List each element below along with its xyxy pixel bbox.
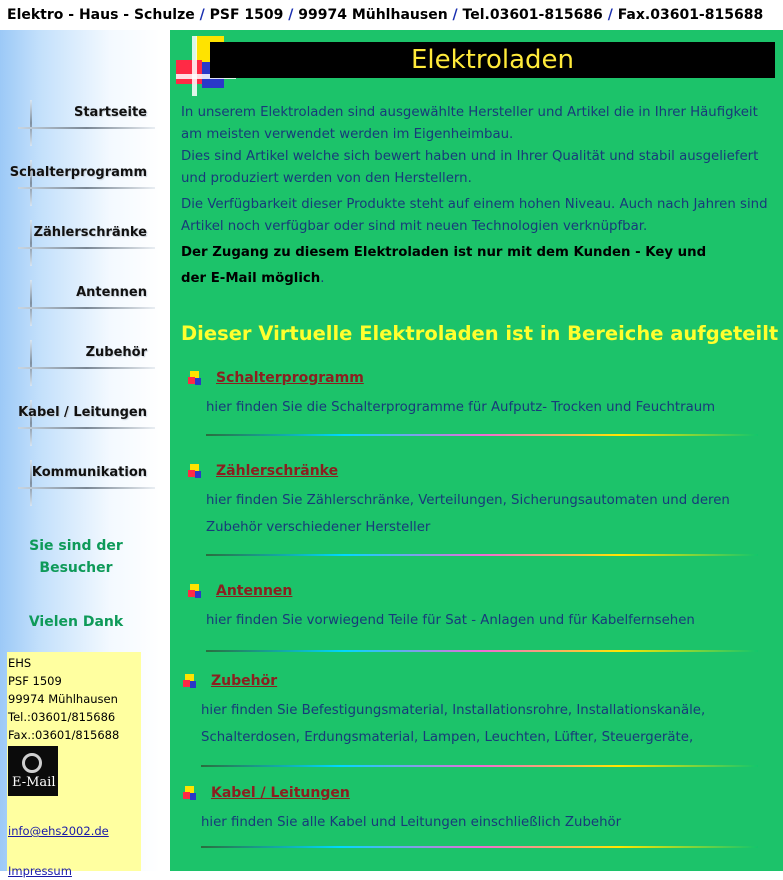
bullet-icon [188, 371, 202, 385]
nav-label[interactable]: Schalterprogramm [9, 165, 147, 180]
nav-divider [18, 427, 155, 429]
section-description: hier finden Sie die Schalterprogramme für Aufputz- Trocken und Feuchtraum [206, 400, 716, 415]
nav-divider [30, 280, 32, 326]
nav-divider [30, 220, 32, 266]
access-note-line-2-text: der E-Mail möglich [181, 271, 321, 286]
section-divider [201, 765, 758, 767]
nav-divider [30, 340, 32, 386]
nav-label[interactable]: Zubehör [85, 345, 147, 360]
access-note-line-1: Der Zugang zu diesem Elektroladen ist nur mit dem Kunden - Key und [181, 245, 707, 260]
at-ring-icon [22, 753, 42, 773]
nav-item-zubehoer[interactable] [10, 340, 155, 388]
address-phone: Tel.:03601/815686 [8, 710, 116, 724]
nav-divider [18, 127, 155, 129]
section-antennen [188, 583, 758, 652]
separator: / [607, 7, 613, 23]
nav-item-startseite[interactable] [10, 100, 155, 148]
separator: / [452, 7, 458, 23]
intro-paragraph-2: Dies sind Artikel welche sich bewert haben und in Ihrer Qualität und stabil ausgeliefert und produziert werden von den Herstellern. [181, 149, 759, 186]
section-divider [206, 650, 758, 652]
nav-label[interactable]: Kabel / Leitungen [18, 405, 147, 420]
section-description: hier finden Sie Zählerschränke, Verteilungen, Sicherungsautomaten und deren Zubehör verschiedener Hersteller [206, 493, 730, 535]
nav-item-kabel-leitungen[interactable] [10, 400, 155, 448]
nav-divider [30, 100, 32, 146]
address-po-box: PSF 1509 [8, 674, 62, 688]
header-bar [0, 0, 783, 30]
section-divider [206, 434, 758, 436]
spacer [8, 840, 141, 862]
nav-label[interactable]: Startseite [73, 105, 147, 120]
section-link[interactable]: Zählerschränke [216, 463, 339, 479]
section-link[interactable]: Kabel / Leitungen [211, 785, 350, 801]
header-fax: Fax.03601-815688 [617, 7, 764, 23]
section-kabel-leitungen [183, 785, 758, 848]
thanks-text: Vielen Dank [28, 614, 124, 630]
separator: / [288, 7, 294, 23]
visitor-line-1: Sie sind der [29, 538, 123, 554]
bullet-icon [188, 464, 202, 478]
address-box [7, 652, 141, 878]
address-name: EHS [8, 656, 32, 670]
address-fax: Fax.:03601/815688 [8, 728, 120, 742]
section-link[interactable]: Zubehör [211, 673, 278, 689]
section-zubehoer [183, 673, 758, 767]
bullet-icon [188, 584, 202, 598]
header-po-box: PSF 1509 [209, 7, 284, 23]
email-link[interactable]: info@ehs2002.de [8, 824, 109, 838]
nav-item-kommunikation[interactable] [10, 460, 155, 508]
intro-paragraph-1: In unserem Elektroladen sind ausgewählte Hersteller und Artikel die in Ihrer Häufigkeit am meisten verwendet werden im Eigenheimbau. [181, 105, 758, 142]
access-note-period: . [320, 271, 325, 286]
section-schalterprogramm [188, 370, 758, 436]
section-description: hier finden Sie alle Kabel und Leitungen einschließlich Zubehör [201, 815, 622, 830]
bullet-icon [183, 674, 197, 688]
nav-item-schalterprogramm[interactable] [10, 160, 155, 208]
nav-divider [18, 307, 155, 309]
header-phone: Tel.03601-815686 [462, 7, 603, 23]
section-link[interactable]: Schalterprogramm [216, 370, 364, 386]
nav-label[interactable]: Antennen [76, 285, 147, 300]
page-title: Elektroladen [210, 42, 775, 78]
header-city: 99974 Mühlhausen [298, 7, 448, 23]
visitor-counter-text [0, 535, 152, 579]
nav-item-antennen[interactable] [10, 280, 155, 328]
intro-paragraph-3: Die Verfügbarkeit dieser Produkte steht auf einem hohen Niveau. Auch nach Jahren sind Artikel noch verfügbar oder sind mit neuen Technologien verknüpfbar. [181, 197, 768, 234]
nav-divider [18, 247, 155, 249]
section-zaehlerschraenke [188, 463, 758, 556]
section-link[interactable]: Antennen [216, 583, 293, 599]
address-city: 99974 Mühlhausen [8, 692, 118, 706]
nav-label[interactable]: Zählerschränke [33, 225, 147, 240]
nav-divider [18, 367, 155, 369]
intro-text [181, 102, 777, 290]
spacer [8, 796, 141, 822]
main-content [170, 30, 783, 871]
bullet-icon [183, 786, 197, 800]
section-description: hier finden Sie vorwiegend Teile für Sat - Anlagen und für Kabelfernsehen [206, 613, 695, 628]
section-description: hier finden Sie Befestigungsmaterial, Installationsrohre, Installationskanäle, Schalterdosen, Erdungsmaterial, Lampen, Leuchten, Lüfter, Steuergeräte, [201, 703, 706, 745]
impressum-link[interactable]: Impressum [8, 864, 72, 878]
access-note-line-2 [181, 268, 777, 290]
nav-divider [18, 187, 155, 189]
sections-heading: Dieser Virtuelle Elektroladen ist in Bereiche aufgeteilt [181, 322, 779, 345]
separator: / [199, 7, 205, 23]
email-image-icon[interactable] [8, 746, 58, 796]
nav-label[interactable]: Kommunikation [31, 465, 147, 480]
company-name: Elektro - Haus - Schulze [7, 7, 195, 23]
email-image-label: E-Mail [12, 775, 56, 790]
nav-item-zaehlerschraenke[interactable] [10, 220, 155, 268]
section-divider [206, 554, 758, 556]
nav-divider [18, 487, 155, 489]
visitor-line-2: Besucher [39, 560, 113, 576]
section-divider [201, 846, 758, 848]
